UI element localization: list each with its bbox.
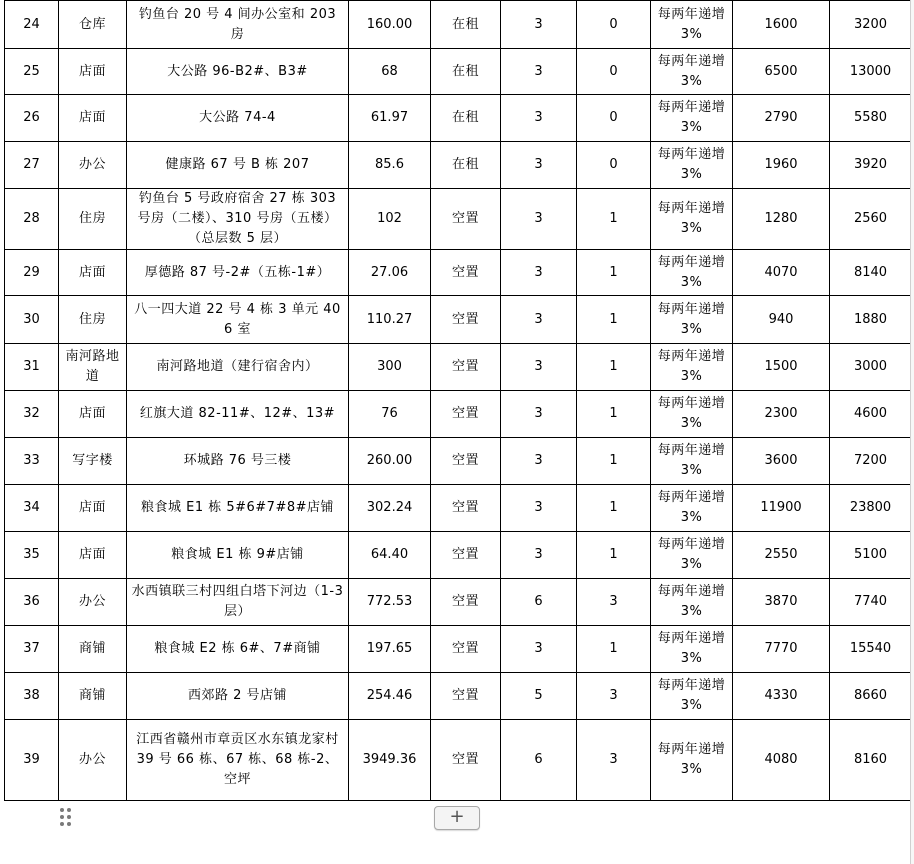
- table-row: [5, 673, 912, 720]
- address-cell[interactable]: 钓鱼台 20 号 4 间办公室和 203 房: [127, 1, 349, 49]
- lease-years-cell[interactable]: 3: [501, 296, 577, 344]
- table-row: [5, 626, 912, 673]
- lease-years-cell[interactable]: 3: [501, 485, 577, 532]
- free-months-cell[interactable]: 1: [577, 532, 651, 579]
- status-cell[interactable]: 空置: [431, 720, 501, 801]
- area-cell[interactable]: 27.06: [349, 250, 431, 296]
- free-months-cell[interactable]: 0: [577, 49, 651, 95]
- monthly-rent-cell[interactable]: 4330: [733, 673, 830, 720]
- table-row: [5, 485, 912, 532]
- table-row: [5, 1, 912, 49]
- table-row: [5, 142, 912, 189]
- row-number-cell[interactable]: 38: [5, 673, 59, 720]
- table-row: [5, 438, 912, 485]
- table-row: [5, 532, 912, 579]
- status-cell[interactable]: 空置: [431, 438, 501, 485]
- address-cell[interactable]: 钓鱼台 5 号政府宿舍 27 栋 303 号房（二楼）、310 号房（五楼）（总层数 5 层）: [127, 189, 349, 250]
- deposit-cell[interactable]: 5580: [830, 95, 912, 142]
- row-number-cell[interactable]: 27: [5, 142, 59, 189]
- monthly-rent-cell[interactable]: 7770: [733, 626, 830, 673]
- free-months-cell[interactable]: 3: [577, 720, 651, 801]
- free-months-cell[interactable]: 0: [577, 95, 651, 142]
- usage-type-cell[interactable]: 办公: [59, 579, 127, 626]
- area-cell[interactable]: 3949.36: [349, 720, 431, 801]
- address-cell[interactable]: 江西省赣州市章贡区水东镇龙家村 39 号 66 栋、67 栋、68 栋-2、空坪: [127, 720, 349, 801]
- increase-rule-cell[interactable]: 每两年递增 3%: [651, 673, 733, 720]
- free-months-cell[interactable]: 1: [577, 189, 651, 250]
- area-cell[interactable]: 302.24: [349, 485, 431, 532]
- free-months-cell[interactable]: 1: [577, 485, 651, 532]
- monthly-rent-cell[interactable]: 6500: [733, 49, 830, 95]
- drag-handle-icon[interactable]: [60, 808, 74, 830]
- usage-type-cell[interactable]: 店面: [59, 485, 127, 532]
- lease-years-cell[interactable]: 6: [501, 720, 577, 801]
- lease-years-cell[interactable]: 3: [501, 626, 577, 673]
- table-row: [5, 49, 912, 95]
- deposit-cell[interactable]: 4600: [830, 391, 912, 438]
- increase-rule-cell[interactable]: 每两年递增 3%: [651, 626, 733, 673]
- status-cell[interactable]: 在租: [431, 95, 501, 142]
- row-number-cell[interactable]: 37: [5, 626, 59, 673]
- free-months-cell[interactable]: 1: [577, 250, 651, 296]
- add-row-button[interactable]: +: [434, 806, 480, 830]
- row-number-cell[interactable]: 36: [5, 579, 59, 626]
- data-table: [4, 0, 912, 801]
- area-cell[interactable]: 110.27: [349, 296, 431, 344]
- area-cell[interactable]: 102: [349, 189, 431, 250]
- table-row: [5, 579, 912, 626]
- deposit-cell[interactable]: 13000: [830, 49, 912, 95]
- lease-years-cell[interactable]: 3: [501, 95, 577, 142]
- usage-type-cell[interactable]: 店面: [59, 391, 127, 438]
- deposit-cell[interactable]: 7740: [830, 579, 912, 626]
- usage-type-cell[interactable]: 办公: [59, 720, 127, 801]
- monthly-rent-cell[interactable]: 1500: [733, 344, 830, 391]
- lease-years-cell[interactable]: 3: [501, 250, 577, 296]
- monthly-rent-cell[interactable]: 940: [733, 296, 830, 344]
- monthly-rent-cell[interactable]: 4070: [733, 250, 830, 296]
- usage-type-cell[interactable]: 住房: [59, 296, 127, 344]
- free-months-cell[interactable]: 1: [577, 296, 651, 344]
- deposit-cell[interactable]: 3000: [830, 344, 912, 391]
- increase-rule-cell[interactable]: 每两年递增 3%: [651, 1, 733, 49]
- table-row: [5, 344, 912, 391]
- free-months-cell[interactable]: 3: [577, 579, 651, 626]
- row-number-cell[interactable]: 31: [5, 344, 59, 391]
- deposit-cell[interactable]: 8660: [830, 673, 912, 720]
- increase-rule-cell[interactable]: 每两年递增 3%: [651, 720, 733, 801]
- address-cell[interactable]: 水西镇联三村四组白塔下河边（1-3 层）: [127, 579, 349, 626]
- usage-type-cell[interactable]: 商铺: [59, 626, 127, 673]
- free-months-cell[interactable]: 1: [577, 391, 651, 438]
- area-cell[interactable]: 300: [349, 344, 431, 391]
- increase-rule-cell[interactable]: 每两年递增 3%: [651, 344, 733, 391]
- status-cell[interactable]: 空置: [431, 189, 501, 250]
- address-cell[interactable]: 粮食城 E1 栋 9#店铺: [127, 532, 349, 579]
- status-cell[interactable]: 空置: [431, 532, 501, 579]
- usage-type-cell[interactable]: 店面: [59, 49, 127, 95]
- status-cell[interactable]: 空置: [431, 485, 501, 532]
- monthly-rent-cell[interactable]: 1600: [733, 1, 830, 49]
- free-months-cell[interactable]: 1: [577, 626, 651, 673]
- monthly-rent-cell[interactable]: 4080: [733, 720, 830, 801]
- area-cell[interactable]: 85.6: [349, 142, 431, 189]
- table-row: [5, 189, 912, 250]
- lease-years-cell[interactable]: 5: [501, 673, 577, 720]
- monthly-rent-cell[interactable]: 2550: [733, 532, 830, 579]
- increase-rule-cell[interactable]: 每两年递增 3%: [651, 95, 733, 142]
- increase-rule-cell[interactable]: 每两年递增 3%: [651, 532, 733, 579]
- status-cell[interactable]: 在租: [431, 1, 501, 49]
- lease-years-cell[interactable]: 3: [501, 532, 577, 579]
- lease-years-cell[interactable]: 3: [501, 438, 577, 485]
- table-row: [5, 296, 912, 344]
- free-months-cell[interactable]: 0: [577, 142, 651, 189]
- address-cell[interactable]: 南河路地道（建行宿舍内）: [127, 344, 349, 391]
- status-cell[interactable]: 空置: [431, 673, 501, 720]
- deposit-cell[interactable]: 8140: [830, 250, 912, 296]
- lease-years-cell[interactable]: 3: [501, 142, 577, 189]
- table-row: [5, 720, 912, 801]
- increase-rule-cell[interactable]: 每两年递增 3%: [651, 250, 733, 296]
- area-cell[interactable]: 197.65: [349, 626, 431, 673]
- monthly-rent-cell[interactable]: 1280: [733, 189, 830, 250]
- usage-type-cell[interactable]: 写字楼: [59, 438, 127, 485]
- row-number-cell[interactable]: 32: [5, 391, 59, 438]
- address-cell[interactable]: 八一四大道 22 号 4 栋 3 单元 406 室: [127, 296, 349, 344]
- usage-type-cell[interactable]: 南河路地道: [59, 344, 127, 391]
- free-months-cell[interactable]: 0: [577, 1, 651, 49]
- area-cell[interactable]: 76: [349, 391, 431, 438]
- deposit-cell[interactable]: 2560: [830, 189, 912, 250]
- area-cell[interactable]: 64.40: [349, 532, 431, 579]
- area-cell[interactable]: 61.97: [349, 95, 431, 142]
- status-cell[interactable]: 空置: [431, 579, 501, 626]
- table-row: [5, 250, 912, 296]
- increase-rule-cell[interactable]: 每两年递增 3%: [651, 438, 733, 485]
- status-cell[interactable]: 空置: [431, 250, 501, 296]
- deposit-cell[interactable]: 5100: [830, 532, 912, 579]
- status-cell[interactable]: 空置: [431, 296, 501, 344]
- increase-rule-cell[interactable]: 每两年递增 3%: [651, 189, 733, 250]
- address-cell[interactable]: 西郊路 2 号店铺: [127, 673, 349, 720]
- increase-rule-cell[interactable]: 每两年递增 3%: [651, 49, 733, 95]
- monthly-rent-cell[interactable]: 2790: [733, 95, 830, 142]
- area-cell[interactable]: 772.53: [349, 579, 431, 626]
- increase-rule-cell[interactable]: 每两年递增 3%: [651, 485, 733, 532]
- address-cell[interactable]: 健康路 67 号 B 栋 207: [127, 142, 349, 189]
- row-number-cell[interactable]: 26: [5, 95, 59, 142]
- increase-rule-cell[interactable]: 每两年递增 3%: [651, 579, 733, 626]
- status-cell[interactable]: 空置: [431, 344, 501, 391]
- usage-type-cell[interactable]: 店面: [59, 95, 127, 142]
- address-cell[interactable]: 环城路 76 号三楼: [127, 438, 349, 485]
- deposit-cell[interactable]: 23800: [830, 485, 912, 532]
- increase-rule-cell[interactable]: 每两年递增 3%: [651, 296, 733, 344]
- address-cell[interactable]: 厚德路 87 号-2#（五栋-1#）: [127, 250, 349, 296]
- free-months-cell[interactable]: 1: [577, 438, 651, 485]
- monthly-rent-cell[interactable]: 3600: [733, 438, 830, 485]
- increase-rule-cell[interactable]: 每两年递增 3%: [651, 142, 733, 189]
- address-cell[interactable]: 粮食城 E2 栋 6#、7#商铺: [127, 626, 349, 673]
- deposit-cell[interactable]: 3200: [830, 1, 912, 49]
- lease-years-cell[interactable]: 3: [501, 391, 577, 438]
- deposit-cell[interactable]: 1880: [830, 296, 912, 344]
- monthly-rent-cell[interactable]: 1960: [733, 142, 830, 189]
- row-number-cell[interactable]: 29: [5, 250, 59, 296]
- status-cell[interactable]: 空置: [431, 626, 501, 673]
- address-cell[interactable]: 粮食城 E1 栋 5#6#7#8#店铺: [127, 485, 349, 532]
- status-cell[interactable]: 空置: [431, 391, 501, 438]
- row-number-cell[interactable]: 28: [5, 189, 59, 250]
- row-number-cell[interactable]: 25: [5, 49, 59, 95]
- address-cell[interactable]: 大公路 96-B2#、B3#: [127, 49, 349, 95]
- status-cell[interactable]: 在租: [431, 142, 501, 189]
- area-cell[interactable]: 68: [349, 49, 431, 95]
- lease-years-cell[interactable]: 3: [501, 49, 577, 95]
- usage-type-cell[interactable]: 店面: [59, 250, 127, 296]
- address-cell[interactable]: 大公路 74-4: [127, 95, 349, 142]
- lease-years-cell[interactable]: 6: [501, 579, 577, 626]
- monthly-rent-cell[interactable]: 11900: [733, 485, 830, 532]
- increase-rule-cell[interactable]: 每两年递增 3%: [651, 391, 733, 438]
- area-cell[interactable]: 160.00: [349, 1, 431, 49]
- area-cell[interactable]: 254.46: [349, 673, 431, 720]
- deposit-cell[interactable]: 8160: [830, 720, 912, 801]
- free-months-cell[interactable]: 1: [577, 344, 651, 391]
- row-number-cell[interactable]: 24: [5, 1, 59, 49]
- deposit-cell[interactable]: 15540: [830, 626, 912, 673]
- usage-type-cell[interactable]: 住房: [59, 189, 127, 250]
- status-cell[interactable]: 在租: [431, 49, 501, 95]
- monthly-rent-cell[interactable]: 3870: [733, 579, 830, 626]
- usage-type-cell[interactable]: 办公: [59, 142, 127, 189]
- usage-type-cell[interactable]: 商铺: [59, 673, 127, 720]
- lease-years-cell[interactable]: 3: [501, 344, 577, 391]
- usage-type-cell[interactable]: 仓库: [59, 1, 127, 49]
- row-number-cell[interactable]: 39: [5, 720, 59, 801]
- row-number-cell[interactable]: 35: [5, 532, 59, 579]
- deposit-cell[interactable]: 3920: [830, 142, 912, 189]
- usage-type-cell[interactable]: 店面: [59, 532, 127, 579]
- row-number-cell[interactable]: 34: [5, 485, 59, 532]
- free-months-cell[interactable]: 3: [577, 673, 651, 720]
- deposit-cell[interactable]: 7200: [830, 438, 912, 485]
- table-row: [5, 391, 912, 438]
- area-cell[interactable]: 260.00: [349, 438, 431, 485]
- row-number-cell[interactable]: 30: [5, 296, 59, 344]
- table-row: [5, 95, 912, 142]
- monthly-rent-cell[interactable]: 2300: [733, 391, 830, 438]
- lease-years-cell[interactable]: 3: [501, 1, 577, 49]
- address-cell[interactable]: 红旗大道 82-11#、12#、13#: [127, 391, 349, 438]
- lease-years-cell[interactable]: 3: [501, 189, 577, 250]
- window-edge: [910, 0, 914, 864]
- row-number-cell[interactable]: 33: [5, 438, 59, 485]
